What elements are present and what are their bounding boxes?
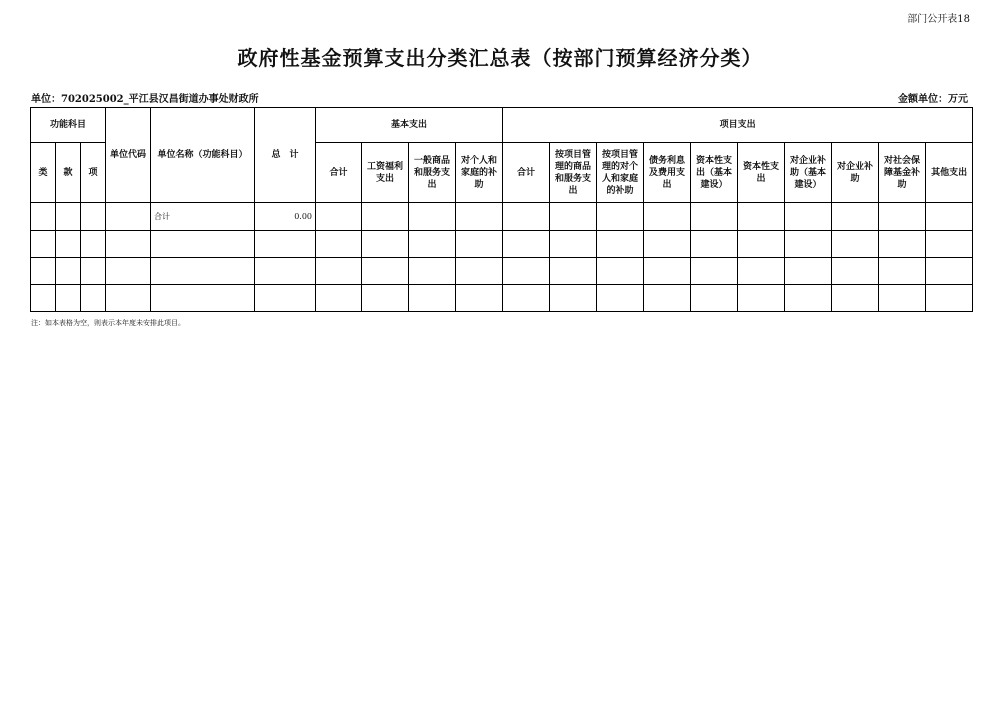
project-col-capital-construction: 资本性支出（基本建设） [691,143,738,203]
expenditure-table [30,107,973,312]
footnote: 注：如本表格为空，则表示本年度未安排此项目。 [31,319,185,327]
func-col-section: 款 [56,143,81,203]
project-expenditure-header: 项目支出 [503,108,973,143]
project-col-social-security: 对社会保障基金补助 [879,143,926,203]
table-row [31,284,973,311]
project-col-personal-subsidy: 按项目管理的对个人和家庭的补助 [597,143,644,203]
total-header: 总 计 [255,108,316,203]
project-col-capital: 资本性支出 [738,143,785,203]
basic-col-total: 合计 [316,143,362,203]
unit-label: 单位：702025002_平江县汉昌街道办事处财政所 [31,94,259,105]
basic-col-goods-services: 一般商品和服务支出 [409,143,456,203]
basic-expenditure-header: 基本支出 [316,108,503,143]
table-row [31,257,973,284]
table-row-sum [31,203,973,230]
project-col-total: 合计 [503,143,550,203]
unit-code-header: 单位代码 [106,108,151,203]
table-row [31,230,973,257]
project-col-goods-services: 按项目管理的商品和服务支出 [550,143,597,203]
form-number: 部门公开表18 [907,14,970,25]
page-title: 政府性基金预算支出分类汇总表（按部门预算经济分类） [237,46,763,70]
basic-col-wages: 工资福利支出 [362,143,409,203]
sum-total-value: 0.00 [255,203,316,230]
project-col-enterprise-construction: 对企业补助（基本建设） [785,143,832,203]
project-col-other: 其他支出 [926,143,973,203]
func-col-category: 类 [31,143,56,203]
func-subject-header: 功能科目 [31,108,106,143]
money-unit-label: 金额单位：万元 [898,94,968,105]
func-col-item: 项 [81,143,106,203]
project-col-enterprise: 对企业补助 [832,143,879,203]
project-col-debt-interest: 债务利息及费用支出 [644,143,691,203]
sum-label: 合计 [151,203,255,230]
unit-name-header: 单位名称（功能科目） [151,108,255,203]
header-row-1 [31,108,973,143]
basic-col-personal-subsidy: 对个人和家庭的补助 [456,143,503,203]
